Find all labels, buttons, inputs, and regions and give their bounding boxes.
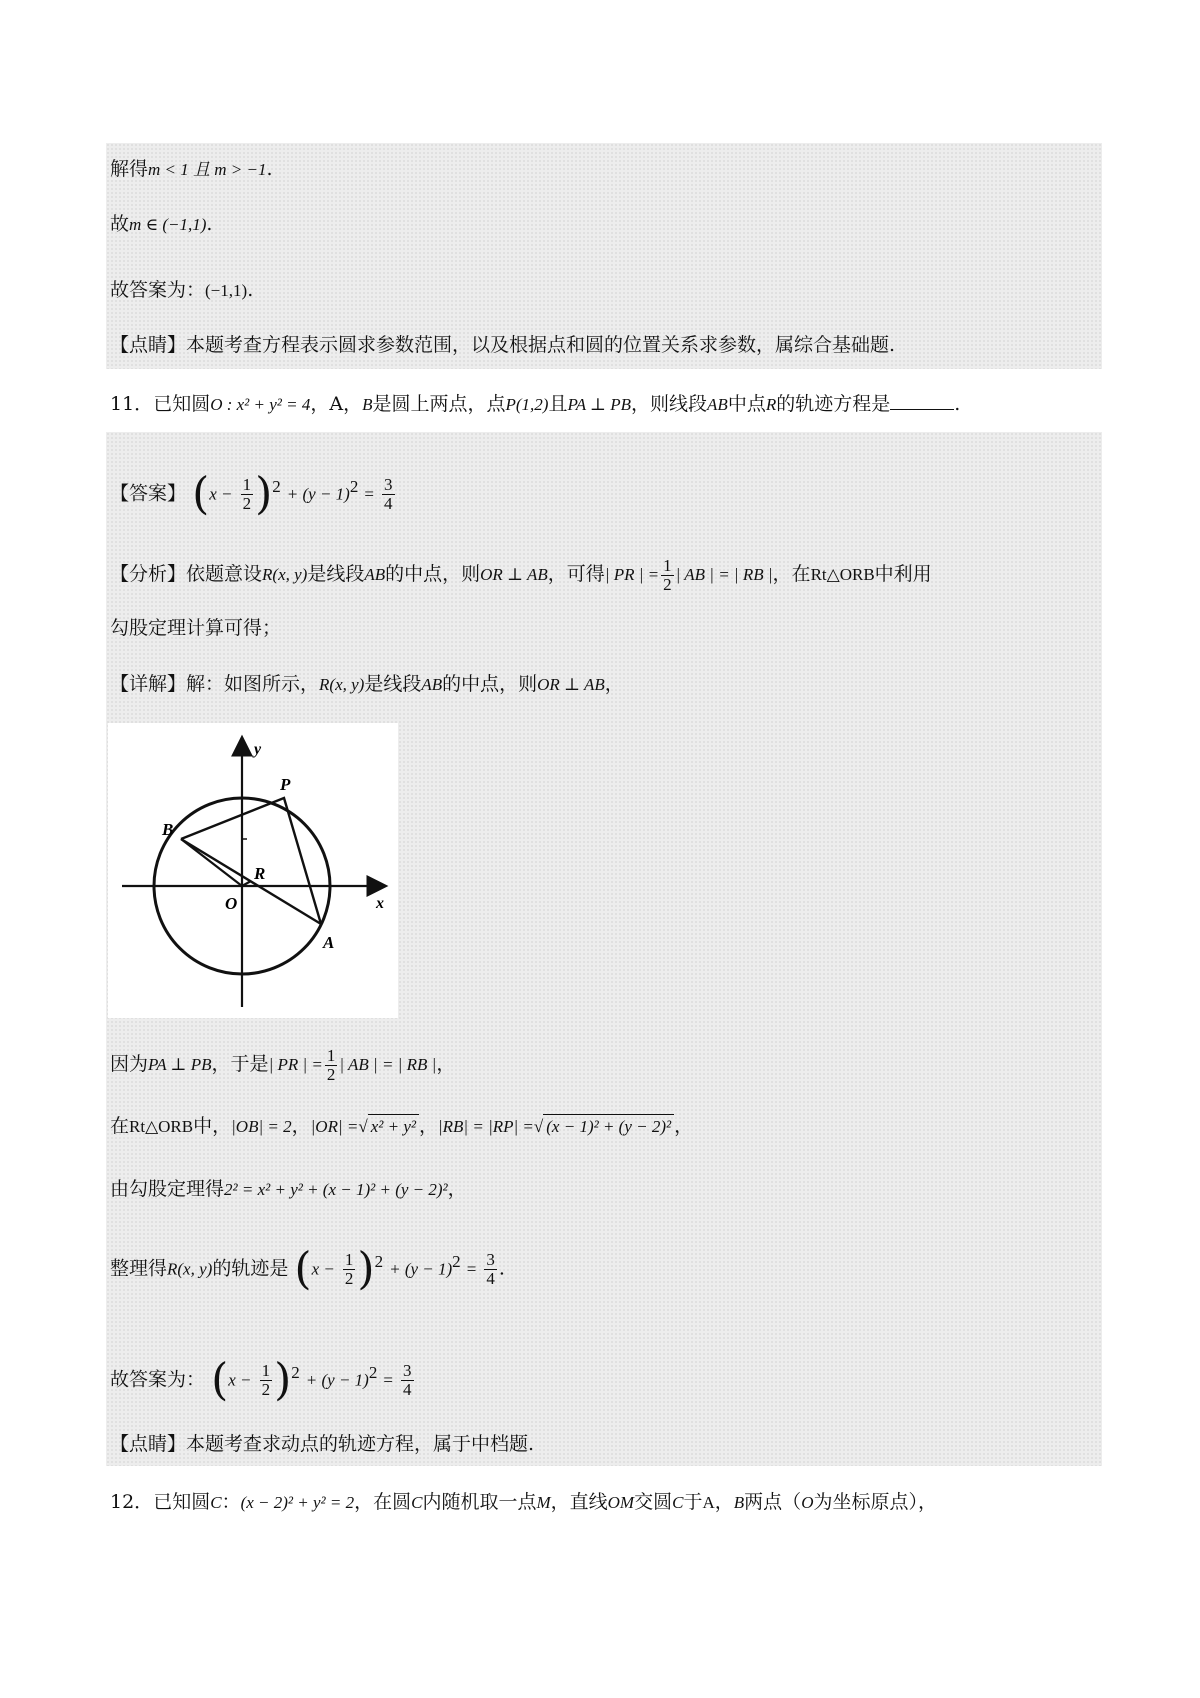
segment-ob bbox=[181, 839, 242, 886]
question-12: 12．已知圆C：(x − 2)² + y² = 2，在圆C内随机取一点M，直线OM交圆C于A，B两点（O为坐标原点）， bbox=[110, 1491, 937, 1513]
line-step-4: 整理得R(x, y)的轨迹是 (x − $\frac{1}{2}$ )$^2 + (y - 1)^2$ = $\frac{3}{4}$ . bbox=[110, 1243, 505, 1295]
question-11: 11．已知圆O : x² + y² = 4，A，B是圆上两点，点P(1,2)且PA ⊥ PB，则线段AB中点R的轨迹方程是 . bbox=[110, 393, 961, 415]
line-comment-11: 【点睛】本题考查求动点的轨迹方程，属于中档题. bbox=[110, 1433, 535, 1455]
line-analysis-2: 勾股定理计算可得； bbox=[110, 617, 282, 639]
label-y: y bbox=[254, 741, 262, 758]
line-comment-10: 【点睛】本题考查方程表示圆求参数范围，以及根据点和圆的位置关系求参数，属综合基础题. bbox=[110, 334, 896, 356]
label-r: R bbox=[254, 864, 266, 883]
line-solve-m: 解得m < 1 且 m > −1. bbox=[110, 158, 273, 180]
line-answer-11: 【答案】 (x − $\frac{1}{2}$ )$^2 + (y - 1)^2$ = $\frac{3}{4}$ bbox=[110, 468, 393, 520]
answer-blank bbox=[890, 391, 954, 410]
circle-diagram bbox=[108, 723, 398, 1018]
label-a: A bbox=[323, 933, 335, 952]
label-b: B bbox=[162, 820, 174, 839]
line-analysis: 【分析】依题意设R(x, y)是线段AB的中点，则OR ⊥ AB，可得| PR | = $\frac{1}{2}$ | AB | = | RB |，在Rt△ORB中利用 bbox=[110, 555, 932, 594]
label-x: x bbox=[376, 895, 384, 912]
line-answer-10: 故答案为：(−1,1). bbox=[110, 279, 254, 301]
line-m-range: 故m ∈ (−1,1). bbox=[110, 213, 213, 235]
line-step-2: 在Rt△ORB中，|OB| = 2，|OR| =√ x² + y² ，|RB| = |RP| =√ (x − 1)² + (y − 2)² ， bbox=[110, 1115, 694, 1137]
geometry-figure bbox=[108, 723, 398, 1018]
label-o: O bbox=[225, 894, 238, 913]
line-detail: 【详解】解：如图所示，R(x, y)是线段AB的中点，则OR ⊥ AB， bbox=[110, 673, 624, 695]
triangle-bpa bbox=[181, 798, 321, 924]
line-step-1: 因为PA ⊥ PB，于是| PR | = $\frac{1}{2}$ | AB | = | RB |， bbox=[110, 1045, 456, 1084]
line-step-3: 由勾股定理得2² = x² + y² + (x − 1)² + (y − 2)²， bbox=[110, 1178, 467, 1200]
label-p: P bbox=[280, 775, 291, 794]
line-step-5: 故答案为： (x − $\frac{1}{2}$ )$^2 + (y - 1)^2$ = $\frac{3}{4}$ bbox=[110, 1354, 412, 1406]
